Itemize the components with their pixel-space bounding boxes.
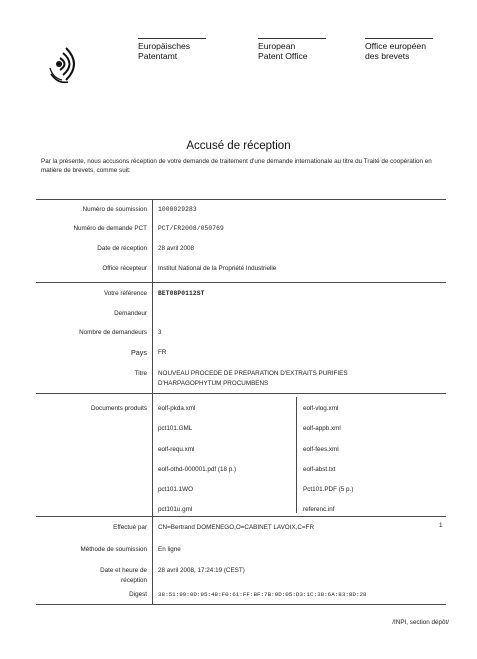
office-en-line1: European [258,41,296,51]
office-en-line2: Patent Office [258,51,308,61]
rule-after-documents [36,516,446,517]
document-left-6: pct101u.gml [158,506,193,513]
title-label: Titre [134,370,147,377]
receipt-date-value: 28 avril 2008 [158,245,195,252]
receiving-office-value: Institut National de la Propriété Industrielle [158,265,277,272]
document-right-4: eolf-abst.txt [303,466,336,473]
document-title: Accusé de réception [186,140,291,152]
receipt-datetime-label-line2: réception [121,577,147,584]
document-right-5: Pct101.PDF (5 p.) [303,486,354,493]
receiving-office-label: Office récepteur [102,265,147,272]
office-name-en [258,41,308,61]
office-name-fr [365,41,426,61]
submitted-by-value: CN=Bertrand DOMENEGO,O=CABINET LAVOIX,C=FR [158,524,315,531]
rule-after-section1 [36,282,446,283]
document-left-1: eolf-pkda.xml [158,405,196,412]
pct-number-value: PCT/FR2008/050769 [158,225,224,232]
reference-label: Votre référence [103,290,147,297]
title-value-line2: D'HARPAGOPHYTUM PROCUMBENS [158,380,269,387]
country-value: FR [158,349,167,356]
document-left-5: pct101.1WO [158,486,193,493]
rule-top [36,199,446,200]
digest-label: Digest [129,591,147,598]
submitted-by-mark: 1 [439,522,443,529]
document-left-2: pct101.GML [158,425,193,432]
receipt-datetime-value: 28 avril 2008, 17:24:19 (CEST) [158,567,245,574]
documents-label: Documents produits [91,405,147,412]
rule-bottom [36,604,446,605]
submitted-by-label: Effectué par [113,524,147,531]
pct-number-label: Numéro de demande PCT [73,225,147,232]
applicant-count-value: 3 [158,329,162,336]
document-right-3: eolf-fees.xml [303,446,339,453]
office-fr-line2: des brevets [365,51,410,61]
submission-number-label: Numéro de soumission [82,206,147,213]
office-name-de [138,41,190,61]
header-rule-2 [258,38,326,39]
digest-value: 38:51:99:0D:95:48:F0:61:FF:BF:7B:9D:05:D3:1C:38:6A:83:8D:28 [158,591,367,598]
submission-method-label: Méthode de soumission [80,546,147,553]
column-divider [152,199,153,604]
document-left-3: eolf-requ.xml [158,446,195,453]
document-right-6: referenc.inf [303,506,335,513]
submission-number-value: 1000029283 [158,206,197,213]
header-rule-1 [138,38,206,39]
intro-paragraph: Par la présente, nous accusons réception de votre demande de traitement d'une demande internationale au titre du Traité de coopération en matière de brevets, comme suit: [41,158,432,175]
epo-logo-icon [48,44,82,84]
reference-value: BET08P0112ST [158,290,205,297]
country-label: Pays [131,348,147,357]
documents-divider [296,397,297,513]
rule-after-section2 [36,393,446,394]
title-value-line1: NOUVEAU PROCEDE DE PREPARATION D'EXTRAITS PURIFIES [158,370,348,377]
document-right-2: eolf-appb.xml [303,425,341,432]
office-de-line1: Europäisches [138,41,191,51]
document-left-4: eolf-othd-000001.pdf (18 p.) [158,466,237,473]
document-right-1: eolf-vlog.xml [303,405,339,412]
receipt-datetime-label-line1: Date et heure de [100,567,147,574]
applicant-count-label: Nombre de demandeurs [79,329,147,336]
footer-signature: /INPI, section dépôt/ [392,619,449,626]
header-rule-3 [365,38,433,39]
receipt-date-label: Date de réception [97,245,147,252]
office-de-line2: Patentamt [138,51,178,61]
office-fr-line1: Office européen [365,41,426,51]
applicant-label: Demandeur [114,310,147,317]
submission-method-value: En ligne [158,546,181,553]
